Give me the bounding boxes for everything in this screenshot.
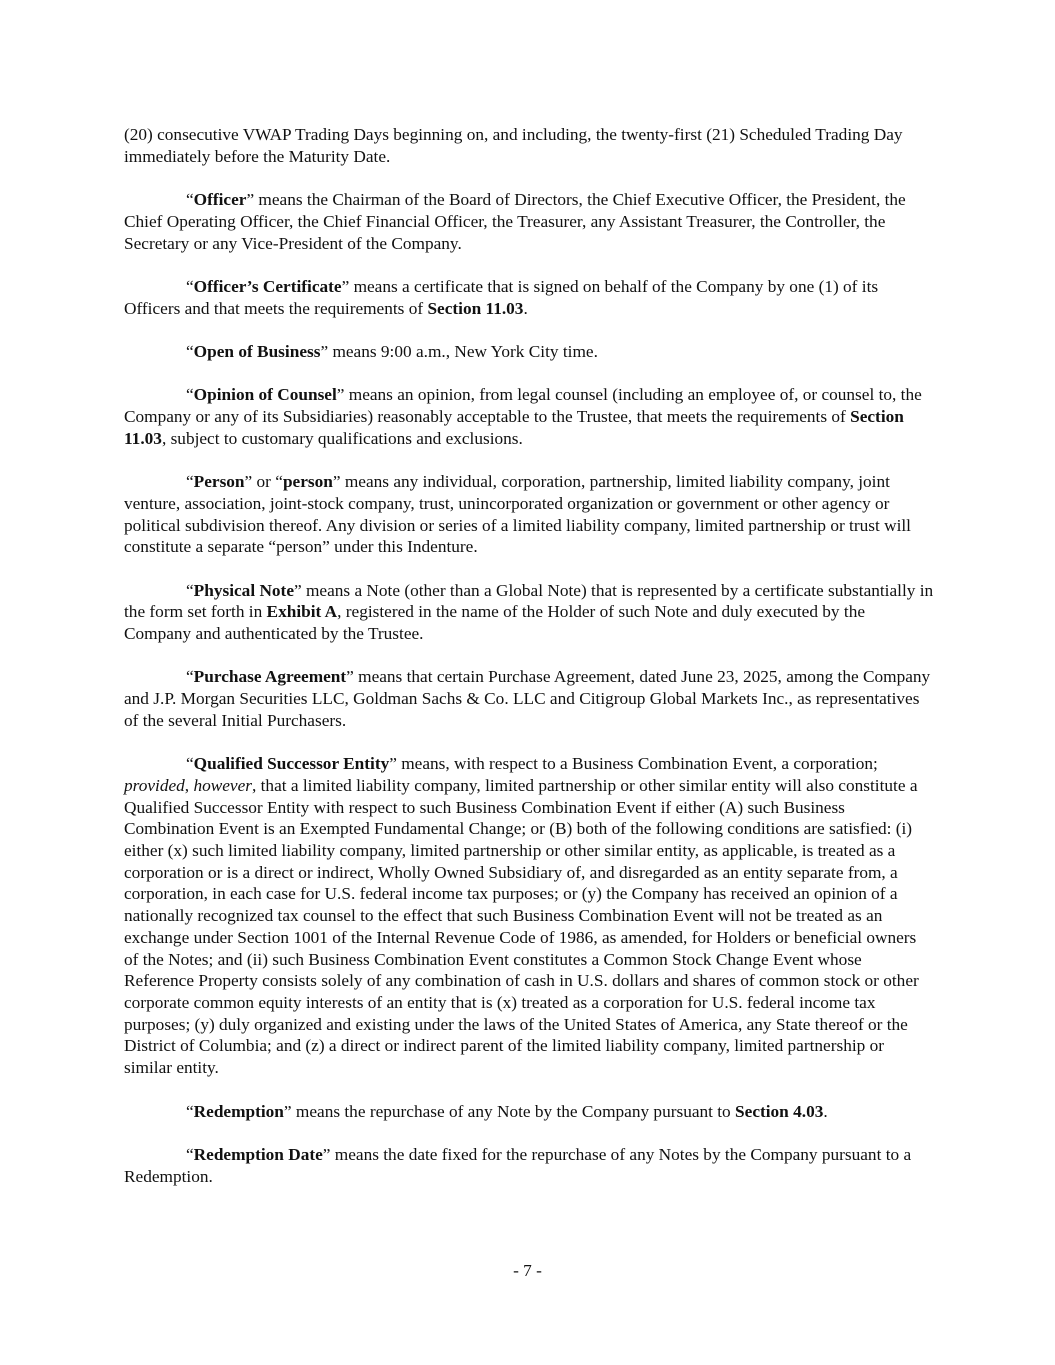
definition-text: , [184, 775, 194, 795]
defined-term: person [282, 472, 333, 492]
definition-text: ” means any individual, corporation, partnership, limited liability company, joint venture, association, joint-stock company, trust, unincorporated organization or government or other agency or political subdivision thereof. Any division or series of a limited liability company, limited partnership or trust will constitute a separate “person” under this Indenture. [124, 472, 911, 557]
definition-text: ” means 9:00 a.m., New York City time. [320, 341, 598, 361]
defined-term: Qualified Successor Entity [193, 754, 390, 774]
defined-term: Exhibit A [266, 602, 338, 622]
definition-text: ” means the repurchase of any Note by the Company pursuant to [283, 1101, 736, 1121]
definition-redemption [124, 1101, 934, 1123]
definition-text: “ [186, 1144, 194, 1164]
definition-text: , registered in the name of the Holder of such Note and duly executed by the Company and authenticated by the Trustee. [124, 602, 866, 644]
definition-text: ” means a certificate that is signed on behalf of the Company by one (1) of its Officers and that meets the requirements of [124, 276, 879, 318]
italic-term: provided [124, 775, 185, 795]
definition-redemption-date [124, 1144, 934, 1187]
defined-term: Redemption [193, 1101, 284, 1121]
definition-qualified-successor-entity [124, 753, 934, 1079]
defined-term: Purchase Agreement [193, 667, 347, 687]
defined-term: Officer [193, 190, 247, 210]
defined-term: Opinion of Counsel [193, 385, 337, 405]
definition-text: ” means the Chairman of the Board of Directors, the Chief Executive Officer, the President, the Chief Operating Officer, the Chief Financial Officer, the Treasurer, any Assistant Treasurer, the Controller, the Secretary or any Vice-President of the Company. [124, 190, 906, 253]
definition-officer [124, 189, 934, 254]
defined-term: Open of Business [193, 341, 321, 361]
definition-text: ” means an opinion, from legal counsel (including an employee of, or counsel to, the Company or any of its Subsidiaries) reasonably acceptable to the Trustee, that meets the requirements of [124, 385, 922, 427]
defined-term: Section 11.03 [427, 298, 524, 318]
definition-text: “ [186, 276, 194, 296]
definition-text: ” means the date fixed for the repurchase of any Notes by the Company pursuant to a Redemption. [124, 1144, 912, 1186]
page-number: - 7 - [513, 1261, 542, 1280]
definition-text: “ [186, 580, 194, 600]
definition-text: ” means, with respect to a Business Combination Event, a corporation; [389, 754, 878, 774]
definition-text: “ [186, 190, 194, 210]
definition-text: “ [186, 1101, 194, 1121]
definition-text: , that a limited liability company, limited partnership or other similar entity will also constitute a Qualified Successor Entity with respect to such Business Combination Event if either (A) such Business Combination Event is an Exempted Fundamental Change; or (B) both of the following conditions are satisfied: (i) either (x) such limited liability company, limited partnership or other similar entity, as applicable, is treated as a corporation or is a direct or indirect, Wholly Owned Subsidiary of, and disregarded as an entity separate from, a corporation, in each case for U.S. federal income tax purposes; or (y) the Company has received an opinion of a nationally recognized tax counsel to the effect that such Business Combination Event will not be treated as an exchange under Section 1001 of the Internal Revenue Code of 1986, as amended, for Holders or beneficial owners of the Notes; and (ii) such Business Combination Event constitutes a Common Stock Change Event whose Reference Property consists solely of any combination of cash in U.S. dollars and shares of common stock or other corporate common equity interests of an entity that is (x) treated as a corporation for U.S. federal income tax purposes; (y) duly organized and existing under the laws of the United States of America, any State thereof or the District of Columbia; and (z) a direct or indirect parent of the limited liability company, limited partnership or similar entity. [124, 775, 919, 1078]
definition-text: “ [186, 385, 194, 405]
definition-opinion-of-counsel [124, 384, 934, 449]
defined-term: Officer’s Certificate [193, 276, 342, 296]
definition-officers-certificate [124, 276, 934, 319]
definition-text: . [523, 298, 528, 318]
definition-person [124, 471, 934, 558]
definition-text: ” or “ [244, 472, 283, 492]
definition-text: , subject to customary qualifications and exclusions. [161, 428, 523, 448]
definition-text: “ [186, 341, 194, 361]
definition-text: “ [186, 754, 194, 774]
definitions-list [124, 189, 934, 1187]
defined-term: Section 4.03 [735, 1101, 824, 1121]
definition-open-of-business [124, 341, 934, 363]
definition-text: ” means a Note (other than a Global Note) that is represented by a certificate substantially in the form set forth in [124, 580, 934, 622]
definition-text: “ [186, 472, 194, 492]
continuation-paragraph: (20) consecutive VWAP Trading Days beginning on, and including, the twenty-first (21) Scheduled Trading Day immediately before the Maturity Date. [124, 125, 903, 166]
document-page [124, 124, 934, 1209]
definition-text: . [823, 1101, 828, 1121]
defined-term: Section 11.03 [124, 407, 904, 448]
definition-text: ” means that certain Purchase Agreement, dated June 23, 2025, among the Company and J.P. Morgan Securities LLC, Goldman Sachs & Co. LLC and Citigroup Global Markets Inc., as representatives of the several Initial Purchasers. [124, 667, 931, 730]
definition-text: “ [186, 667, 194, 687]
definition-purchase-agreement [124, 666, 934, 731]
defined-term: Physical Note [193, 580, 294, 600]
defined-term: Person [193, 472, 245, 492]
italic-term: however [193, 775, 252, 795]
definition-physical-note [124, 580, 934, 645]
defined-term: Redemption Date [193, 1144, 323, 1164]
